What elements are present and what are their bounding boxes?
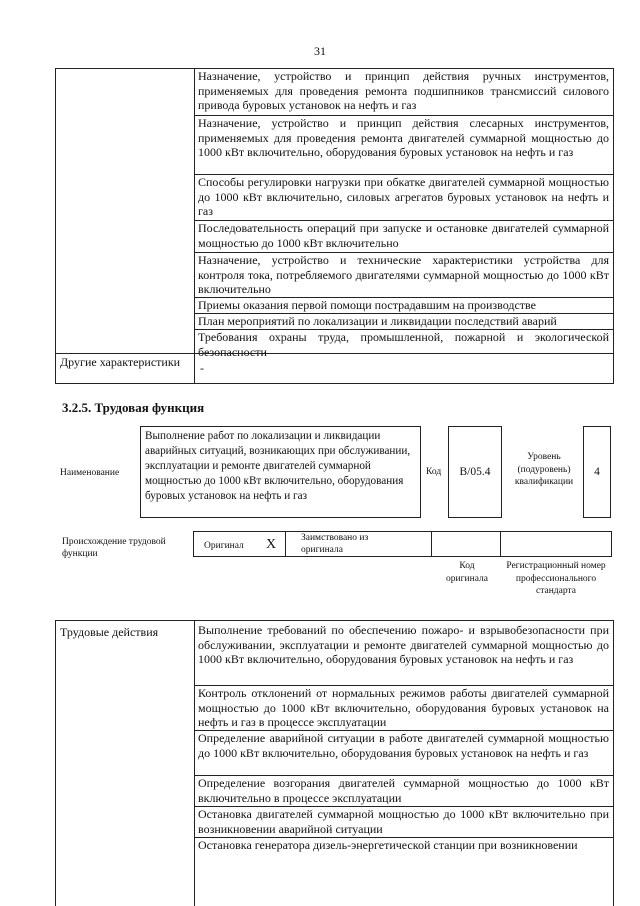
name-label: Наименование (60, 468, 120, 478)
level-label: Уровень (подуровень) квалификации (514, 452, 574, 487)
table-row: Назначение, устройство и принцип действия слесарных инструментов, применяемых для проведения ремонта двигателей суммарной мощностью до 1000 кВт включительно, оборудования буровых установок на нефть и газ (194, 115, 613, 174)
reg-number-label: Регистрационный номер профессионального стандарта (506, 561, 606, 596)
level-value: 4 (583, 426, 611, 518)
section-title: 3.2.5. Трудовая функция (62, 400, 205, 415)
borrowed-label: Заимствовано из оригинала (301, 533, 369, 555)
original-label: Оригинал (204, 541, 244, 551)
table-row: Определение возгорания двигателей суммарной мощностью до 1000 кВт включительно в процессе эксплуатации (194, 775, 613, 806)
table-row: Последовательность операций при запуске и остановке двигателей суммарной мощностью до 1000 кВт включительно (194, 220, 613, 252)
page-number: 31 (314, 44, 326, 58)
table-row: Контроль отклонений от нормальных режимов работы двигателей суммарной мощностью до 1000 кВт включительно, оборудования буровых установок на нефть и газ в процессе эксплуатации (194, 685, 613, 730)
original-mark: X (266, 537, 277, 552)
code-original-label: Код оригинала (446, 561, 488, 584)
origin-row (193, 531, 612, 557)
table-row: Выполнение требований по обеспечению пожаро- и взрывобезопасности при обслуживании, эксплуатации и ремонте двигателей суммарной мощностью до 1000 кВт включительно, оборудования буровых установок на нефть и газ (198, 623, 609, 666)
labor-actions-table (55, 620, 614, 906)
table-row: Назначение, устройство и технические характеристики устройства для контроля тока, потребляемого двигателями суммарной мощностью до 1000 кВт включительно (194, 252, 613, 297)
table-row: План мероприятий по локализации и ликвидации последствий аварий (194, 313, 613, 329)
other-characteristics-label: Другие характеристики (60, 355, 181, 369)
table-row: Требования охраны труда, промышленной, пожарной и экологической безопасности (194, 329, 613, 361)
table-row: Назначение, устройство и принцип действия ручных инструментов, применяемых для проведения ремонта подшипников трансмиссий силового привода буровых установок на нефть и газ (198, 69, 609, 112)
labor-actions-label: Трудовые действия (60, 625, 159, 639)
other-characteristics-value: - (200, 361, 204, 375)
function-code-value: B/05.4 (448, 426, 502, 518)
origin-label: Происхождение трудовой функции (62, 537, 166, 559)
function-name-value: Выполнение работ по локализации и ликвидации аварийных ситуаций, возникающих при обслуживании, эксплуатации и ремонте двигателей суммарной мощностью до 1000 кВт включительно, оборудования буровых установок на нефть и газ (140, 426, 421, 518)
table-row: Остановка генератора дизель-энергетической станции при возникновении (194, 837, 613, 867)
table-row: Способы регулировки нагрузки при обкатке двигателей суммарной мощностью до 1000 кВт включительно, силовых агрегатов буровых установок на нефть и газ (194, 174, 613, 220)
knowledge-table (55, 68, 614, 384)
code-label: Код (426, 467, 442, 477)
table-row: Остановка двигателей суммарной мощностью до 1000 кВт включительно при возникновении аварийной ситуации (194, 806, 613, 837)
table-row: Определение аварийной ситуации в работе двигателей суммарной мощностью до 1000 кВт включительно, оборудования буровых установок на нефть и газ (194, 730, 613, 775)
table-row: Приемы оказания первой помощи пострадавшим на производстве (194, 297, 613, 313)
